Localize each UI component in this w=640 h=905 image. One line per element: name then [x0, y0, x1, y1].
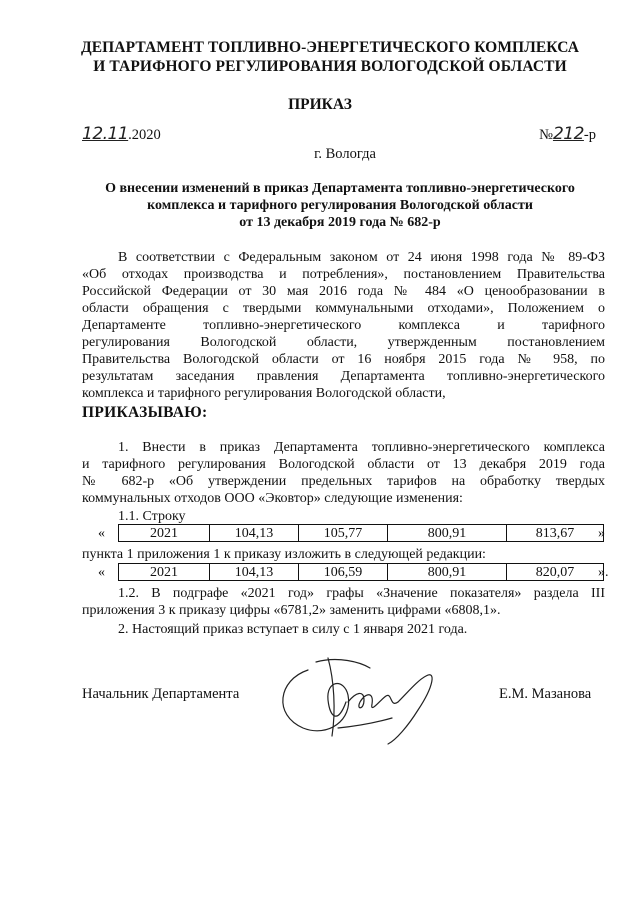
new-cell-5: 820,07 — [507, 564, 604, 581]
number-prefix: № — [539, 127, 553, 143]
old-row-open-quote: « — [98, 526, 105, 541]
order-number — [539, 124, 596, 144]
handwritten-signature-icon — [268, 640, 458, 750]
preamble-line: результатам заседания правления Департамента топливно-энергетического — [82, 369, 605, 384]
old-cell-4: 800,91 — [388, 525, 507, 542]
item-1-1-label: 1.1. Строку — [118, 509, 186, 524]
new-cell-4: 800,91 — [388, 564, 507, 581]
old-row — [0, 524, 640, 544]
table-row — [119, 525, 604, 542]
item-1-line: 1. Внести в приказ Департамента топливно-энергетического комплекса — [118, 440, 605, 455]
new-row — [0, 563, 640, 583]
preamble-line: Департаменте топливно-энергетического комплекса и тарифного — [82, 318, 605, 333]
subject-line-1: О внесении изменений в приказ Департамента топливно-энергетического — [105, 181, 575, 196]
city: г. Вологда — [314, 146, 376, 162]
handwritten-date: 12.11 — [82, 124, 129, 144]
header-line-1: ДЕПАРТАМЕНТ ТОПЛИВНО-ЭНЕРГЕТИЧЕСКОГО КОМПЛЕКСА — [80, 39, 580, 56]
item-1-2-paragraph — [82, 585, 605, 619]
item-1-line: № 682-р «Об утверждении предельных тарифов на обработку твердых — [82, 474, 605, 489]
old-cell-year: 2021 — [119, 525, 210, 542]
signatory-title: Начальник Департамента — [82, 686, 240, 702]
order-date — [82, 124, 161, 144]
item-1-paragraph — [82, 439, 605, 507]
order-title: ПРИКАЗ — [288, 96, 352, 113]
subject-line-3: от 13 декабря 2019 года № 682-р — [239, 215, 441, 230]
new-cell-year: 2021 — [119, 564, 210, 581]
old-cell-5: 813,67 — [507, 525, 604, 542]
new-cell-3: 106,59 — [299, 564, 388, 581]
order-subject — [70, 180, 610, 231]
item-1-1-continuation: пункта 1 приложения 1 к приказу изложить в следующей редакции: — [82, 547, 486, 562]
item-2-paragraph: 2. Настоящий приказ вступает в силу с 1 января 2021 года. — [118, 622, 468, 637]
preamble-paragraph — [82, 249, 605, 402]
preamble-line: «Об отходах производства и потребления», постановлением Правительства — [82, 267, 605, 282]
item-1-2-line: 1.2. В подграфе «2021 год» графы «Значение показателя» раздела III — [118, 586, 605, 601]
table-row — [119, 564, 604, 581]
header-line-2: И ТАРИФНОГО РЕГУЛИРОВАНИЯ ВОЛОГОДСКОЙ ОБЛАСТИ — [93, 58, 567, 75]
item-1-2-line: приложения 3 к приказу цифры «6781,2» заменить цифрами «6808,1». — [82, 603, 501, 618]
signatory-name: Е.М. Мазанова — [499, 686, 592, 702]
preamble-line: области обращения с твердыми коммунальными отходами», Положением о — [82, 301, 605, 316]
subject-line-2: комплекса и тарифного регулирования Вологодской области — [147, 198, 533, 213]
new-cell-2: 104,13 — [210, 564, 299, 581]
new-values-table — [118, 563, 604, 581]
item-1-line: коммунальных отходов ООО «Эковтор» следующие изменения: — [82, 491, 463, 506]
decree-heading: ПРИКАЗЫВАЮ: — [82, 404, 208, 421]
item-1-line: и тарифного регулирования Вологодской области от 13 декабря 2019 года — [82, 457, 605, 472]
new-row-open-quote: « — [98, 565, 105, 580]
department-header — [60, 38, 600, 76]
number-suffix: -р — [583, 127, 596, 143]
handwritten-number: 212 — [552, 124, 584, 144]
preamble-line: регулирования Вологодской области, утвержденным постановлением — [82, 335, 605, 350]
old-cell-3: 105,77 — [299, 525, 388, 542]
preamble-line: комплекса и тарифного регулирования Вологодской области, — [82, 386, 446, 401]
old-cell-2: 104,13 — [210, 525, 299, 542]
printed-year: .2020 — [128, 127, 161, 143]
preamble-line: Правительства Вологодской области от 16 ноября 2015 года № 958, по — [82, 352, 605, 367]
old-row-close-quote: » — [598, 526, 605, 541]
new-row-close-quote: ». — [598, 565, 609, 580]
preamble-line: В соответствии с Федеральным законом от 24 июня 1998 года № 89-ФЗ — [118, 250, 605, 265]
preamble-line: Российской Федерации от 30 мая 2016 года № 484 «О ценообразовании в — [82, 284, 605, 299]
old-values-table — [118, 524, 604, 542]
